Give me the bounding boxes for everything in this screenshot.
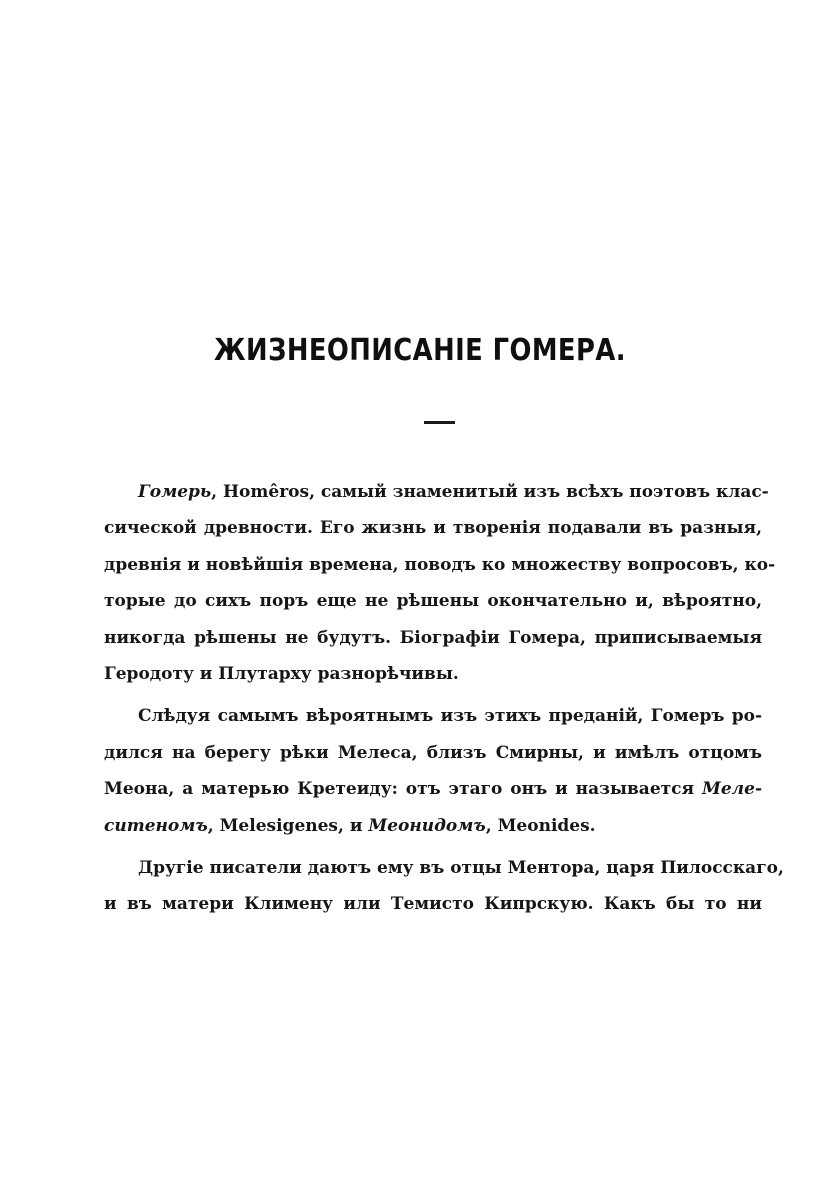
page-title: ЖИЗНЕОПИСАНІЕ ГОМЕРА.	[214, 333, 626, 368]
text-line: Меона, а матерью Кретеиду: отъ этаго онъ и называется Меле-	[104, 779, 762, 800]
text-line: ситеномъ, Melesigenes, и Меонидомъ, Meonides.	[104, 815, 596, 836]
body-text	[104, 474, 784, 923]
text-line: никогда рѣшены не будутъ. Біографіи Гомера, приписываемыя	[104, 627, 762, 648]
italic-term: Меле-	[702, 779, 762, 800]
italic-term: Меонидомъ	[368, 815, 486, 836]
italic-term: ситеномъ	[104, 815, 208, 836]
text-line: сической древности. Его жизнь и творенія подавали въ разныя,	[104, 518, 762, 539]
text-line: и въ матери Климену или Темисто Кипрскую. Какъ бы то ни	[104, 894, 762, 915]
text-line: Геродоту и Плутарху разнорѣчивы.	[104, 663, 459, 684]
title-divider	[424, 421, 455, 424]
text-line: торые до сихъ поръ еще не рѣшены окончательно и, вѣроятно,	[104, 591, 762, 612]
text-line: Другіе писатели даютъ ему въ отцы Ментора, царя Пилосскаго,	[138, 857, 784, 878]
text-line: Слѣдуя самымъ вѣроятнымъ изъ этихъ преданій, Гомеръ ро-	[138, 706, 762, 727]
italic-term: Гомерь	[138, 482, 212, 502]
text-line: древнія и новѣйшія времена, поводъ ко множеству вопросовъ, ко-	[104, 554, 776, 575]
text-line: дился на берегу рѣки Мелеса, близъ Смирны, и имѣлъ отцомъ	[104, 742, 762, 763]
text-line: Гомерь, Homêros, самый знаменитый изъ всѣхъ поэтовъ клас-	[138, 482, 769, 502]
